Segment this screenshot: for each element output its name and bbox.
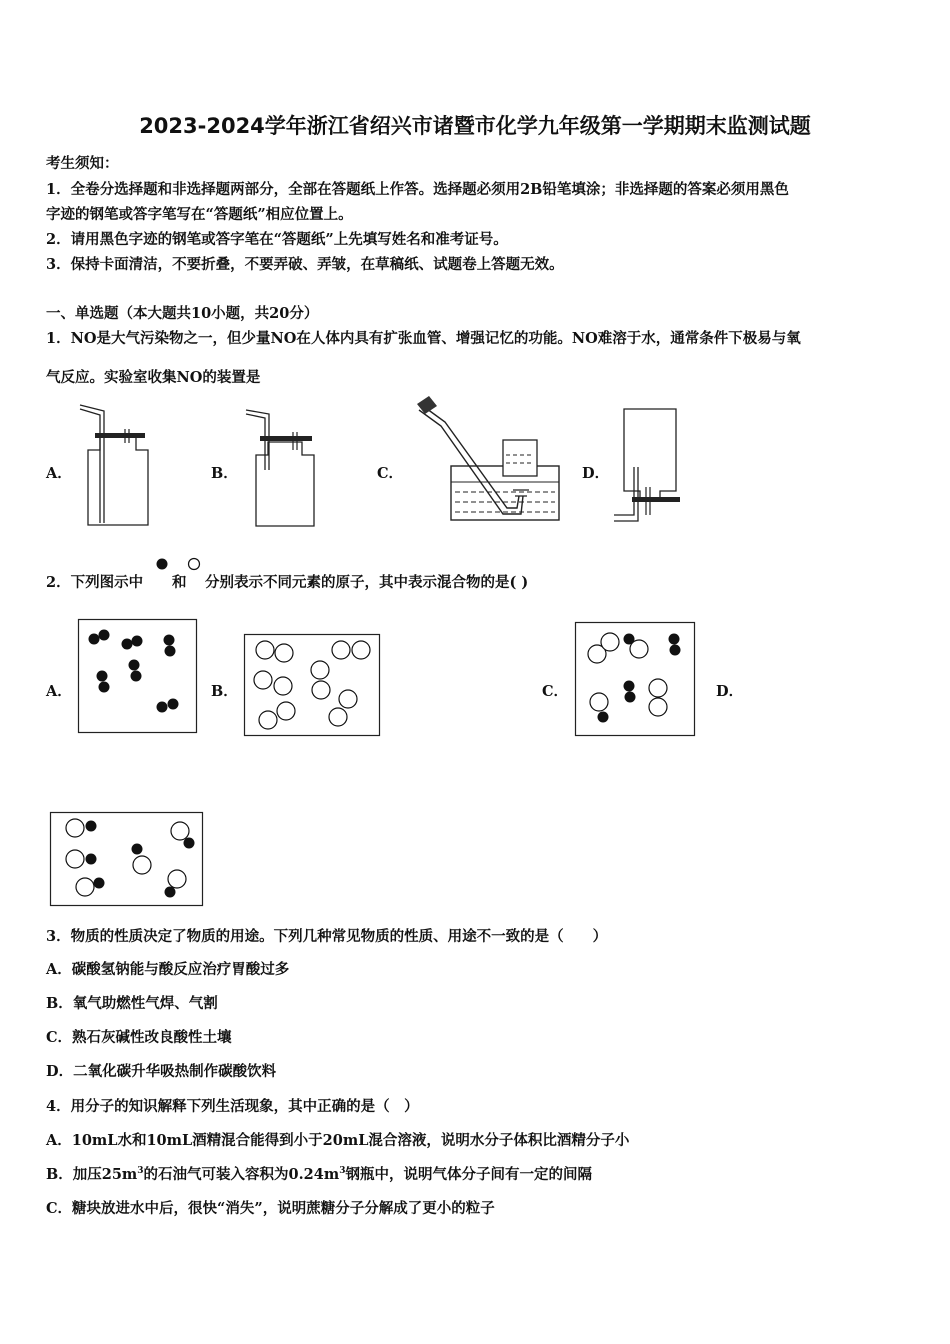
- particle-box-c-diagram: [575, 622, 696, 737]
- q4-option-b-part2: 的石油气可装入容积为0.24m: [143, 1166, 340, 1183]
- particle-box-b-diagram: [244, 634, 381, 737]
- q1-option-b-label: B．: [211, 465, 238, 482]
- q1-option-c-label: C．: [377, 465, 404, 482]
- water-trough-collection-diagram: [415, 400, 565, 525]
- notice-item-3: 3．保持卡面清洁，不要折叠，不要弄破、弄皱，在草稿纸、试题卷上答题无效。: [46, 256, 564, 273]
- q4-option-b-sup2: 3: [339, 1166, 346, 1177]
- gas-bottle-short-tube-diagram: [238, 410, 318, 530]
- q3-option-c: C．熟石灰碱性改良酸性土壤: [46, 1029, 232, 1046]
- inverted-bottle-diagram: [610, 405, 685, 530]
- q1-stem-line1: 1．NO是大气污染物之一，但少量NO在人体内具有扩张血管、增强记忆的功能。NO难溶于水，通常条件下极易与氧: [46, 330, 801, 347]
- notice-item-2: 2．请用黑色字迹的钢笔或答字笔在“答题纸”上先填写姓名和准考证号。: [46, 231, 508, 248]
- gas-bottle-long-tube-diagram: [70, 405, 150, 530]
- q2-option-c-label: C．: [542, 683, 569, 700]
- q2-stem-suffix: 分别表示不同元素的原子，其中表示混合物的是( ): [205, 574, 529, 591]
- section-heading: 一、单选题（本大题共10小题，共20分）: [46, 305, 319, 322]
- white-atom-icon: [187, 557, 201, 571]
- q1-option-a-label: A．: [46, 465, 72, 482]
- page-title: 2023-2024学年浙江省绍兴市诸暨市化学九年级第一学期期末监测试题: [139, 114, 811, 138]
- particle-box-a-diagram: [78, 619, 198, 734]
- q2-stem-mid: 和: [172, 574, 187, 591]
- q2-option-b-label: B．: [211, 683, 238, 700]
- q4-option-b: [46, 1163, 592, 1184]
- q4-option-b-part1: B．加压25m: [46, 1166, 138, 1183]
- q2-stem-prefix: 2．下列图示中: [46, 574, 144, 591]
- q4-option-c: C．糖块放进水中后，很快“消失”，说明蔗糖分子分解成了更小的粒子: [46, 1200, 495, 1217]
- notice-heading: 考生须知：: [46, 155, 119, 172]
- notice-item-1: 1．全卷分选择题和非选择题两部分，全部在答题纸上作答。选择题必须用2B铅笔填涂；非选择题的答案必须用黑色: [46, 181, 789, 198]
- q1-stem-line2: 气反应。实验室收集NO的装置是: [46, 369, 261, 386]
- q4-option-b-sup1: 3: [137, 1166, 144, 1177]
- q4-option-b-part3: 钢瓶中，说明气体分子间有一定的间隔: [345, 1166, 592, 1183]
- q3-option-d: D．二氧化碳升华吸热制作碳酸饮料: [46, 1063, 277, 1080]
- notice-item-1-cont: 字迹的钢笔或答字笔写在“答题纸”相应位置上。: [46, 206, 353, 223]
- q3-option-a: A．碳酸氢钠能与酸反应治疗胃酸过多: [46, 961, 290, 978]
- q2-option-d-label: D．: [716, 683, 744, 700]
- black-atom-icon: [155, 557, 169, 571]
- q4-option-a: A．10mL水和10mL酒精混合能得到小于20mL混合溶液，说明水分子体积比酒精分子小: [46, 1132, 630, 1149]
- q2-option-a-label: A．: [46, 683, 72, 700]
- q4-stem: 4．用分子的知识解释下列生活现象，其中正确的是（ ）: [46, 1098, 419, 1115]
- q3-stem: 3．物质的性质决定了物质的用途。下列几种常见物质的性质、用途不一致的是（ ）: [46, 928, 608, 945]
- q1-option-d-label: D．: [582, 465, 610, 482]
- particle-box-d-diagram: [50, 812, 204, 907]
- q3-option-b: B．氧气助燃性气焊、气割: [46, 995, 218, 1012]
